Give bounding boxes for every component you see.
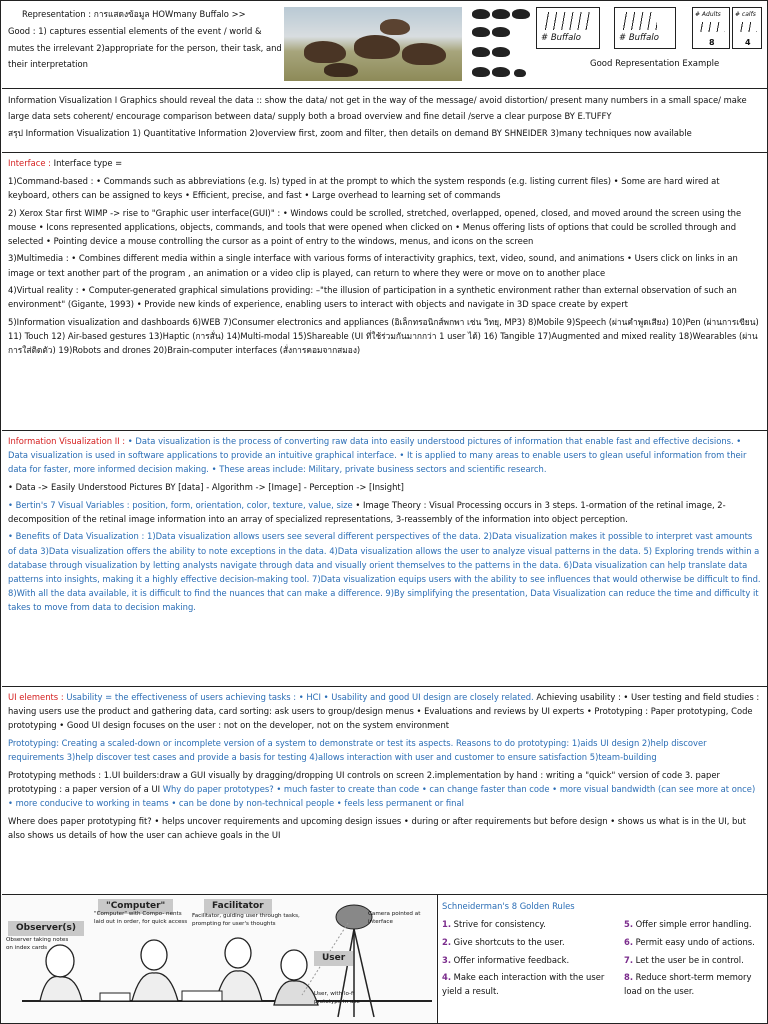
info-vis-2-intro-text: • Data visualization is the process of converting raw data into easily understood pictures of information that enable fast and effective decisions. • Data visualization is used in software applications to provide an intuitive graphical interface. • It is applied to many areas to enable users to glean useful information from their data for faster, more informed decision making. • These areas include: Military, private business sectors and scientific research. [8,436,747,475]
example-caption: Good Representation Example [590,59,720,69]
interface-title-rest: Interface type = [50,158,123,168]
golden-rule-6: 6. Permit easy undo of actions. [624,936,755,947]
image-theory: • Image Theory : Visual Processing occurs in 3 steps. 1-ormation of the retinal image, 2-decomposition of the retinal image information into an array of specialized representations, 3-reassembly of the information into object perception. [8,499,726,524]
interface-item-command: 1)Command-based : • Commands such as abbreviations (e.g. ls) typed in at the prompt to which the system responds (e.g. listing current files) • Some are hard wired at keyboard, others can be assigned to keys • Efficient, precise, and fast • Large overhead to learning set of commands [8,175,720,200]
tally-label-1: # Buffalo [541,32,581,43]
representation-section [2,1,767,89]
tally-label-2: # Buffalo [619,32,659,43]
ui-paper-fit: Where does paper prototyping fit? • helps uncover requirements and upcoming design issues • during or after requirements but before design • shows us what is in the UI, but also shows us details of how the user can achieve goals in the UI [8,815,746,840]
ui-usability-text: Usability = the effectiveness of users achieving tasks : • HCI • Usability and good UI design are closely related. [63,692,534,702]
user-note: User, with lo-fi prototype in use [314,991,360,1005]
interface-item-others: 5)Information visualization and dashboards 6)WEB 7)Consumer electronics and appliances (อิเล็กทรอนิกส์พกพา เช่น วิทยุ, MP3) 8)Mobile 9)Speech (ผ่านคำพูดเสียง) 10)Pen (ผ่านการเขียน) 11) Touch 12) Air-based gestures 13)Haptic (การสั่น) 14)Multi-modal 15)Shareable (UI ที่ใช้ร่วมกันมากกว่า 1 user ได้) 16) Tangible 17)Augmented and mixed reality 18)Wearables (ผ่านการใส่ติดตัว) 19)Robots and drones 20)Brain-computer interfaces (สั่งการคอมจากสมอง) [8,317,759,356]
tally-box-1 [536,7,600,49]
ui-usability [8,690,761,732]
info-vis-pipeline: • Data -> Easily Understood Pictures BY [data] - Algorithm -> [Image] - Perception -> [Insight] [8,481,404,492]
ui-why-paper: Why do paper prototypes? • much faster to create than code • can change faster than code • more visual bandwidth (can see more at once) • more conducive to working in teams • can be done by non-technical people • feels less permanent or final [8,783,756,808]
golden-rule-5: 5. Offer simple error handling. [624,919,752,930]
camera-note: Camera pointed at interface [368,911,421,925]
bottom-section [2,895,767,1023]
info-vis-theory [8,498,761,526]
ui-elements-section [2,687,767,895]
computer-tag: "Computer" [98,899,173,914]
calfs-count: 4 [745,37,751,47]
golden-rule-8: 8. Reduce short-term memory load on the user. [624,972,752,997]
interface-item-gui: 2) Xerox Star first WIMP -> rise to "Graphic user interface(GUI)" : • Windows could be scrolled, stretched, overlapped, opened, closed, and moved around the screen using the mouse • Icons represented applications, objects, commands, and tools that were opened when clicked on • Menus offering lists of options that could be scrolled through and selected • Pointing device a mouse controlling the cursor as a point of entry to the windows, menus, and icons on the screen [8,207,742,246]
info-vis-2-title: Information Visualization II : [8,436,126,446]
paper-prototyping-illustration [2,895,436,1023]
golden-rules-title: Schneiderman's 8 Golden Rules [442,901,575,911]
golden-rule-4: 4. Make each interaction with the user yield a result. [442,972,605,997]
observer-note: Observer taking notes on index cards [6,937,69,951]
golden-rule-3: 3. Offer informative feedback. [442,954,570,965]
interface-heading [8,156,761,170]
info-vis-benefits: • Benefits of Data Visualization : 1)Data visualization allows users see several different perspectives of the data. 2)Data visualization makes it possible to interpret vast amounts of data 3)Data visualization offers the ability to note exceptions in the data. 4)Data visualization allows the user to analyze visual patterns in the data. 5) Exploring trends within a database through visualization by letting analysts navigate through data and visually orient themselves to the patterns in the data. 6)Data visualization can help translate data patterns into insights, making it a highly effective decision-making tool. 7)Data visualization equips users with the ability to see influences that would otherwise be difficult to find. 8)With all the data available, it is difficult to find the nuances that can make a difference. 9)By simplifying the presentation, Data Visualization can reduce the time and difficulty it takes to move from data to decision making. [8,531,761,612]
adults-count: 8 [709,37,715,47]
ui-achieving-text: Achieving usability : • User testing and field studies : having users use the product and gathering data, card sorting: ask users to group/design menus • Evaluations and reviews by UI experts • Prototyping : Paper prototyping, Code prototyping • Good UI design focuses on the user : not on the developer, not on the system environment [8,692,760,731]
user-tag: User [314,951,353,966]
golden-rule-2: 2. Give shortcuts to the user. [442,936,565,947]
golden-rule-7: 7. Let the user be in control. [624,954,744,965]
golden-rules-list [442,917,763,1002]
interface-item-vr: 4)Virtual reality : • Computer-generated graphical simulations providing: –"the illusion of participation in a synthetic environment rather than external observation of such an environment" (Gigante, 1993) • Provide new kinds of experience, enabling users to interact with objects and navigate in 3D space create by expert [8,285,737,310]
info-vis-1-text: Information Visualization I Graphics should reveal the data :: show the data/ not get in the way of the message/ avoid distortion/ present many numbers in a small space/ make large data sets coherent/ encourage comparison between data/ supply both a broad overview and fine detail /serve a clear purpose BY E.TUFFY [8,95,747,122]
facilitator-note: Facilitator, guiding user through tasks, prompting for user's thoughts [192,913,300,927]
tally-box-2 [614,7,676,49]
tally-box-adults [692,7,730,49]
ui-prototyping-methods [8,768,761,810]
buffalo-icon-grid [470,7,532,85]
ui-elements-title: UI elements : [8,692,64,702]
interface-section [2,153,767,431]
facilitator-tag: Facilitator [204,899,272,914]
info-vis-2-intro [8,434,761,476]
representation-text [8,6,284,73]
info-vis-1-section [2,89,767,153]
info-vis-2-section [2,431,767,687]
buffalo-photo [284,7,462,81]
interface-item-multimedia: 3)Multimedia : • Combines different media within a single interface with various forms of interactivity graphics, text, video, sound, and animations • Users click on links in an image or text another part of the program , an animation or a video clip is played, can return to where they were or move on to another place [8,253,738,278]
computer-note: "Computer" with Compo- nents laid out in order, for quick access [94,911,188,925]
ui-methods-text: Prototyping methods : 1.UI builders:draw a GUI visually by dragging/dropping UI controls on screen 2.implementation by hand : writing a "quick" version of code 3. paper prototyping : a paper version of a UI [8,769,720,794]
observer-tag: Observer(s) [8,921,84,936]
bertin-variables: • Bertin's 7 Visual Variables : position, form, orientation, color, texture, value, size [8,499,353,510]
adults-label: # Adults [695,11,721,18]
golden-rules-panel [437,895,767,1023]
golden-rule-1: 1. Strive for consistency. [442,919,546,930]
ui-prototyping-definition: Prototyping: Creating a scaled-down or incomplete version of a system to demonstrate or test its aspects. Reasons to do prototyping: 1)aids UI design 2)help discover requirements 3)help discover test cases and provide a basis for testing 4)allows interaction with user and customer to ensure satisfaction 5)team-building [8,737,707,763]
representation-definition: Good : 1) captures essential elements of the event / world & mutes the irrelevant 2)appropriate for the person, their task, and their interpretation [8,25,282,70]
representation-heading: Representation : การแสดงข้อมูล HOWmany Buffalo >> [22,9,246,19]
info-vis-summary: สรุป Information Visualization 1) Quantitative Information 2)overview first, zoom and filter, then details on demand BY SHNEIDER 3)many techniques now available [8,127,692,138]
interface-title: Interface : [8,158,51,168]
calfs-label: # calfs [735,11,756,18]
tally-box-calfs [732,7,762,49]
